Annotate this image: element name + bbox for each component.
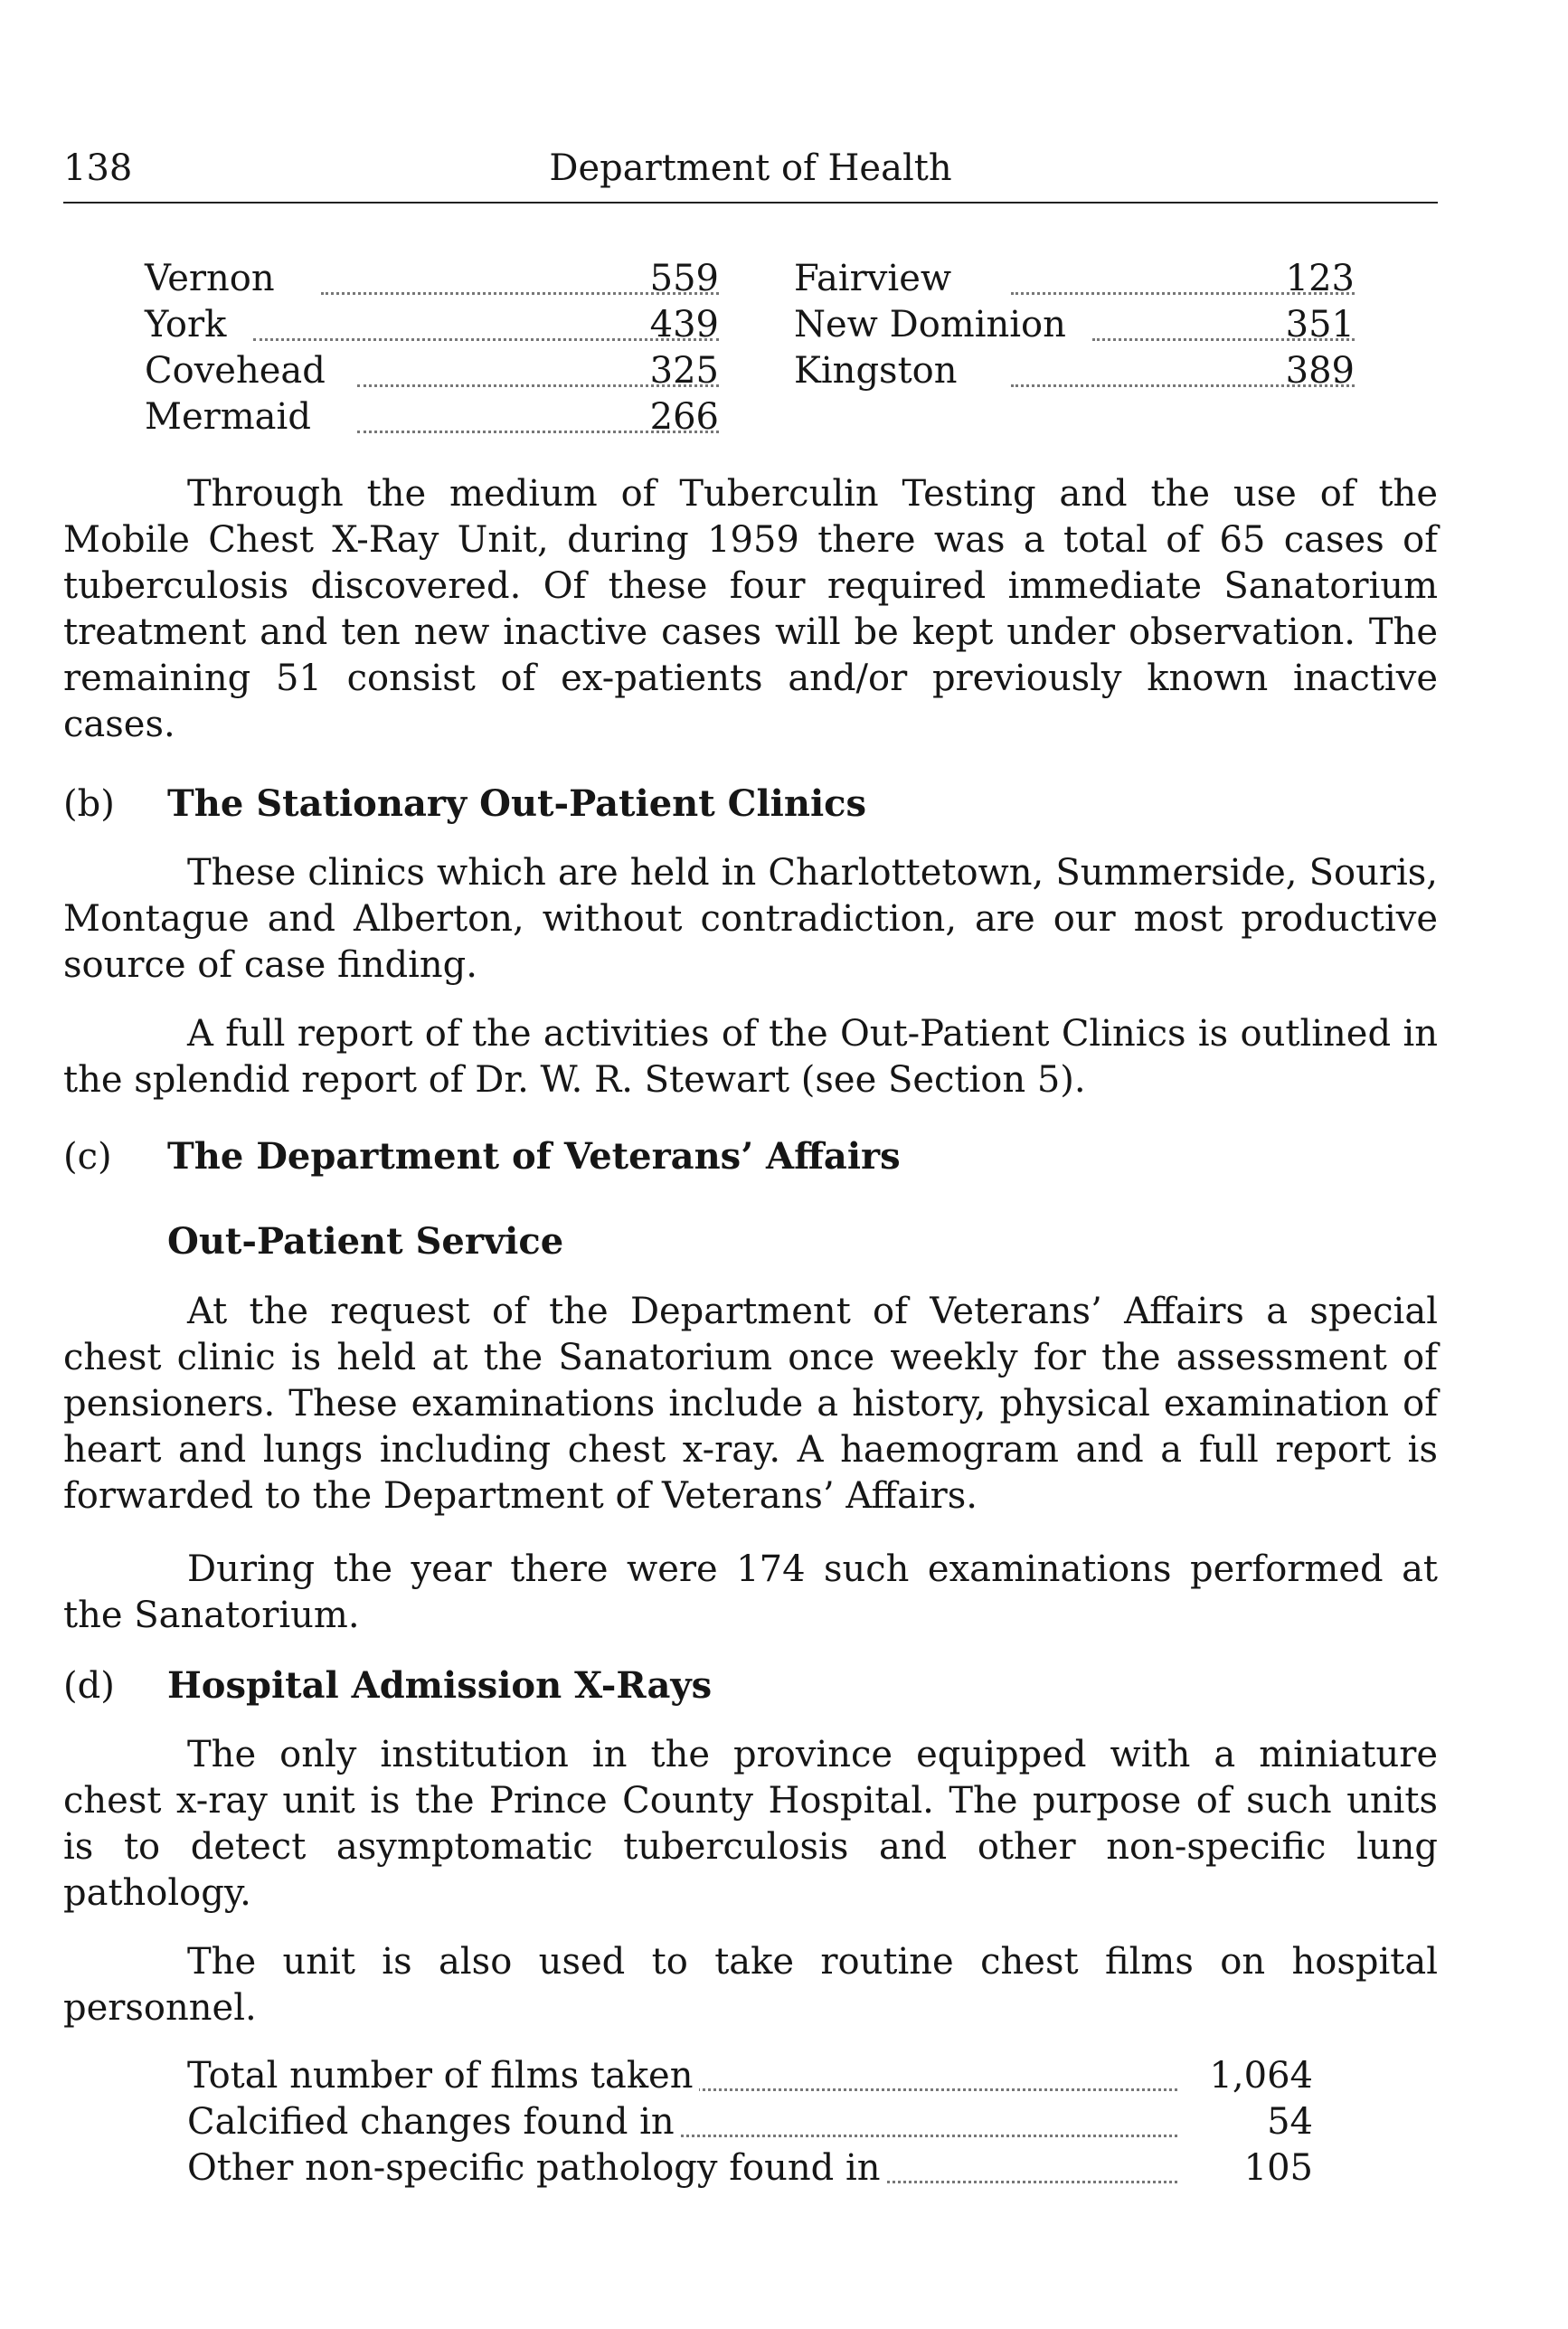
section-c-heading <box>63 1133 1438 1180</box>
tally-name: York <box>145 304 230 346</box>
stat-row <box>187 2147 1313 2193</box>
tally-row <box>145 258 719 304</box>
tally-count: 439 <box>649 304 719 346</box>
section-b-heading <box>63 781 1438 828</box>
tally-count: 389 <box>1285 350 1355 392</box>
tally-count: 351 <box>1285 304 1355 346</box>
section-title: The Department of Veterans’ Affairs <box>167 1135 901 1178</box>
tally-row <box>794 258 1356 304</box>
tally-name: Kingston <box>794 350 961 392</box>
tally-count: 559 <box>649 258 719 299</box>
tally-name: Covehead <box>145 350 329 392</box>
section-letter: (c) <box>63 1136 112 1178</box>
stat-row <box>187 2101 1313 2147</box>
tally-count: 123 <box>1285 258 1355 299</box>
stat-label: Total number of films taken <box>187 2055 699 2097</box>
stat-row <box>187 2055 1313 2101</box>
section-letter: (d) <box>63 1665 115 1707</box>
intro-paragraph: Through the medium of Tuberculin Testing and the use of the Mobile Chest X-Ray Unit, during 1959 there was a total of 65 cases of tuberculosis discovered. Of these four required immediate Sanatorium treatment and ten new inactive cases will be kept under observation. The remaining 51 consist of ex-patients and/or previously known inactive cases. <box>63 473 1438 745</box>
section-d-paragraph: The only institution in the province equipped with a miniature chest x-ray unit is the Prince County Hospital. The purpose of such units is to detect asymptomatic tuberculosis and other non-specific lung pathology. <box>63 1734 1438 1914</box>
section-c-heading-block <box>63 1133 1438 1180</box>
section-d-heading <box>63 1662 1438 1709</box>
tally-name: Fairview <box>794 258 955 299</box>
section-b-paragraph: A full report of the activities of the Out-Patient Clinics is outlined in the splendid report of Dr. W. R. Stewart (see Section 5). <box>63 1013 1438 1101</box>
section-d-body-1 <box>63 1732 1438 1917</box>
tally-left <box>145 258 719 442</box>
tally-count: 266 <box>649 396 719 438</box>
section-c-body-1 <box>63 1289 1438 1520</box>
section-d-paragraph: The unit is also used to take routine chest films on hospital personnel. <box>63 1941 1438 2029</box>
films-stats <box>187 2055 1313 2193</box>
running-head: Department of Health <box>549 147 952 189</box>
tally-row <box>145 350 719 396</box>
stat-value: 1,064 <box>1209 2055 1313 2097</box>
section-b-heading-block <box>63 781 1438 828</box>
section-letter: (b) <box>63 783 115 825</box>
section-title: Hospital Admission X-Rays <box>167 1664 713 1707</box>
tally-name: Vernon <box>145 258 279 299</box>
tally-row <box>794 304 1356 350</box>
section-d-heading-block <box>63 1662 1438 1709</box>
stat-label: Calcified changes found in <box>187 2101 680 2143</box>
section-b-paragraph: These clinics which are held in Charlottetown, Summerside, Souris, Montague and Alberton, without contradiction, are our most productive source of case finding. <box>63 852 1438 986</box>
page-number: 138 <box>63 147 133 189</box>
tally-row <box>145 304 719 350</box>
section-b-body-1 <box>63 850 1438 989</box>
section-b-body-2 <box>63 1011 1438 1103</box>
section-c-subheading-block <box>63 1218 1438 1264</box>
stat-value: 54 <box>1267 2101 1313 2143</box>
tally-name: New Dominion <box>794 304 1070 346</box>
section-d-body-2 <box>63 1939 1438 2031</box>
section-title: The Stationary Out-Patient Clinics <box>167 782 867 825</box>
tally-name: Mermaid <box>145 396 315 438</box>
intro-section <box>63 471 1438 748</box>
stat-label: Other non-specific pathology found in <box>187 2147 886 2189</box>
section-c-body-2 <box>63 1547 1438 1639</box>
tally-count: 325 <box>649 350 719 392</box>
tally-row <box>794 350 1356 396</box>
tally-right <box>794 258 1356 396</box>
page-header <box>63 147 1438 204</box>
section-c-paragraph: At the request of the Department of Veterans’ Affairs a special chest clinic is held at the Sanatorium once weekly for the assessment of pensioners. These examinations include a history, physical examination of heart and lungs including chest x-ray. A haemogram and a full report is forwarded to the Department of Veterans’ Affairs. <box>63 1291 1438 1517</box>
tally-row <box>145 396 719 442</box>
section-c-paragraph: During the year there were 174 such examinations performed at the Sanatorium. <box>63 1548 1438 1636</box>
section-c-subheading: Out-Patient Service <box>167 1220 564 1263</box>
stat-value: 105 <box>1243 2147 1313 2189</box>
